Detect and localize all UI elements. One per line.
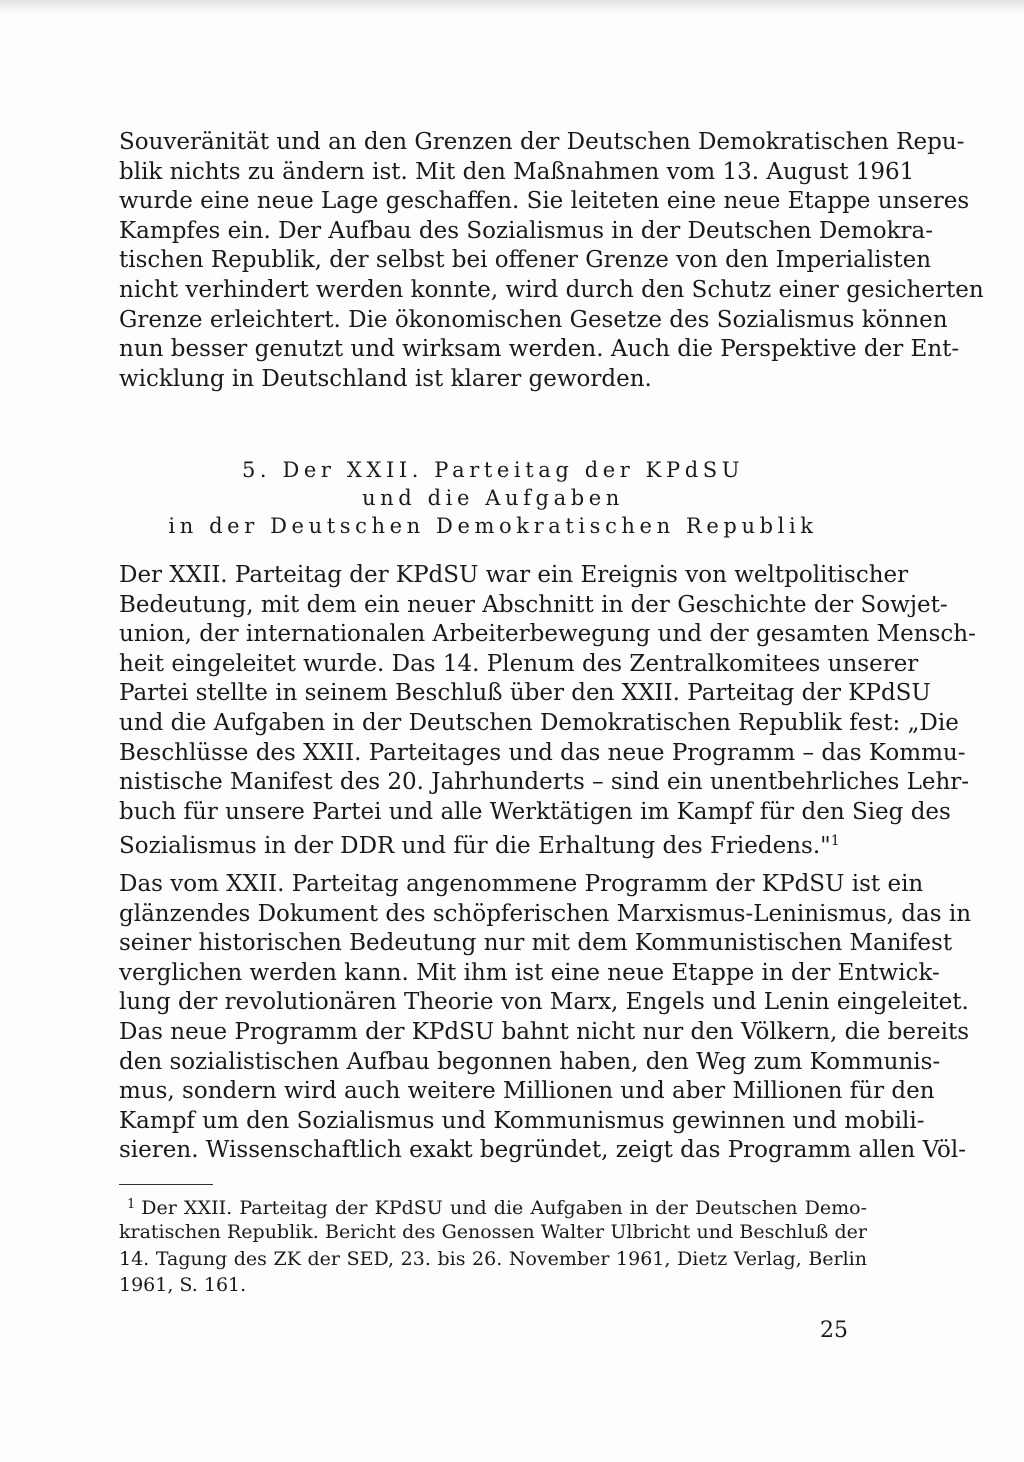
text-line: und die Aufgaben in der Deutschen Demokratischen Republik fest: „Die [119, 709, 959, 736]
text-line: wicklung in Deutschland ist klarer geworden. [119, 365, 652, 392]
text-line: nun besser genutzt und wirksam werden. Auch die Perspektive der Ent- [119, 336, 960, 363]
text-line: wurde eine neue Lage geschaffen. Sie leiteten eine neue Etappe unseres [119, 188, 970, 215]
text-line: sieren. Wissenschaftlich exakt begründet, zeigt das Programm allen Völ- [119, 1137, 967, 1164]
text-line: Bedeutung, mit dem ein neuer Abschnitt in der Geschichte der Sowjet- [119, 591, 948, 618]
text-line: glänzendes Dokument des schöpferischen Marxismus-Leninismus, das in [119, 900, 972, 927]
heading-line: 5. Der XXII. Parteitag der KPdSU [241, 458, 745, 482]
text-line: Der XXII. Parteitag der KPdSU war ein Ereignis von weltpolitischer [119, 562, 909, 588]
text-line: lung der revolutionären Theorie von Marx, Engels und Lenin eingeleitet. [119, 989, 969, 1016]
heading-line: und die Aufgaben [362, 486, 624, 510]
paragraph-program [119, 870, 972, 1166]
text-line: verglichen werden kann. Mit ihm ist eine neue Etappe in der Entwick- [119, 959, 940, 986]
footnote-line: kratischen Republik. Bericht des Genossen Walter Ulbricht und Beschluß der [119, 1220, 867, 1243]
text-line: Beschlüsse des XXII. Parteitages und das neue Programm – das Kommu- [119, 739, 966, 766]
text-line: Kampf um den Sozialismus und Kommunismus gewinnen und mobili- [119, 1107, 925, 1134]
text-line: mus, sondern wird auch weitere Millionen und aber Millionen für den [119, 1078, 935, 1105]
text-line: Das neue Programm der KPdSU bahnt nicht nur den Völkern, die bereits [119, 1018, 970, 1045]
footnote-line: $^1$ Der XXII. Parteitag der KPdSU und die Aufgaben in der Deutschen Demo- [127, 1197, 867, 1219]
text-line: Kampfes ein. Der Aufbau des Sozialismus in der Deutschen Demokra- [119, 217, 933, 244]
page-number: 25 [820, 1318, 848, 1343]
text-line: Das vom XXII. Parteitag angenommene Programm der KPdSU ist ein [119, 871, 924, 897]
footnote-line: 1961, S. 161. [119, 1274, 247, 1297]
heading-line: in der Deutschen Demokratischen Republik [168, 514, 818, 538]
footnote-reference: 1 [830, 833, 840, 850]
footnote-divider [119, 1184, 213, 1185]
scan-edge-shadow [0, 0, 1024, 14]
footnote-line: 14. Tagung des ZK der SED, 23. bis 26. November 1961, Dietz Verlag, Berlin [119, 1247, 867, 1270]
footnote-mark: 1 [127, 1197, 136, 1212]
text-line: Partei stellte in seinem Beschluß über den XXII. Parteitag der KPdSU [119, 680, 931, 707]
text-line: union, der internationalen Arbeiterbewegung und der gesamten Mensch- [119, 621, 976, 648]
footnote [119, 1192, 867, 1299]
text-line: Grenze erleichtert. Die ökonomischen Gesetze des Sozialismus können [119, 306, 948, 333]
text-line: heit eingeleitet wurde. Das 14. Plenum des Zentralkomitees unserer [119, 650, 919, 677]
paragraph-continued [119, 128, 984, 394]
text-line: seiner historischen Bedeutung nur mit dem Kommunistischen Manifest [119, 930, 953, 957]
text-line: den sozialistischen Aufbau begonnen haben, den Weg zum Kommunis- [119, 1048, 941, 1075]
text-line: nicht verhindert werden konnte, wird durch den Schutz einer gesicherten [119, 276, 984, 303]
text-line: buch für unsere Partei und alle Werktätigen im Kampf für den Sieg des [119, 798, 951, 825]
text-line: Souveränität und an den Grenzen der Deutschen Demokratischen Repu- [119, 129, 965, 155]
text-line: nistische Manifest des 20. Jahrhunderts – sind ein unentbehrliches Lehr- [119, 769, 970, 796]
text-line: tischen Republik, der selbst bei offener Grenze von den Imperialisten [119, 247, 932, 274]
section-heading [119, 456, 867, 540]
text-line: blik nichts zu ändern ist. Mit den Maßnahmen vom 13. August 1961 [119, 158, 915, 185]
paragraph-party-congress [119, 561, 976, 860]
text-line-with-footnote [119, 827, 867, 860]
text-line: Sozialismus in der DDR und für die Erhaltung des Friedens." [119, 833, 831, 860]
